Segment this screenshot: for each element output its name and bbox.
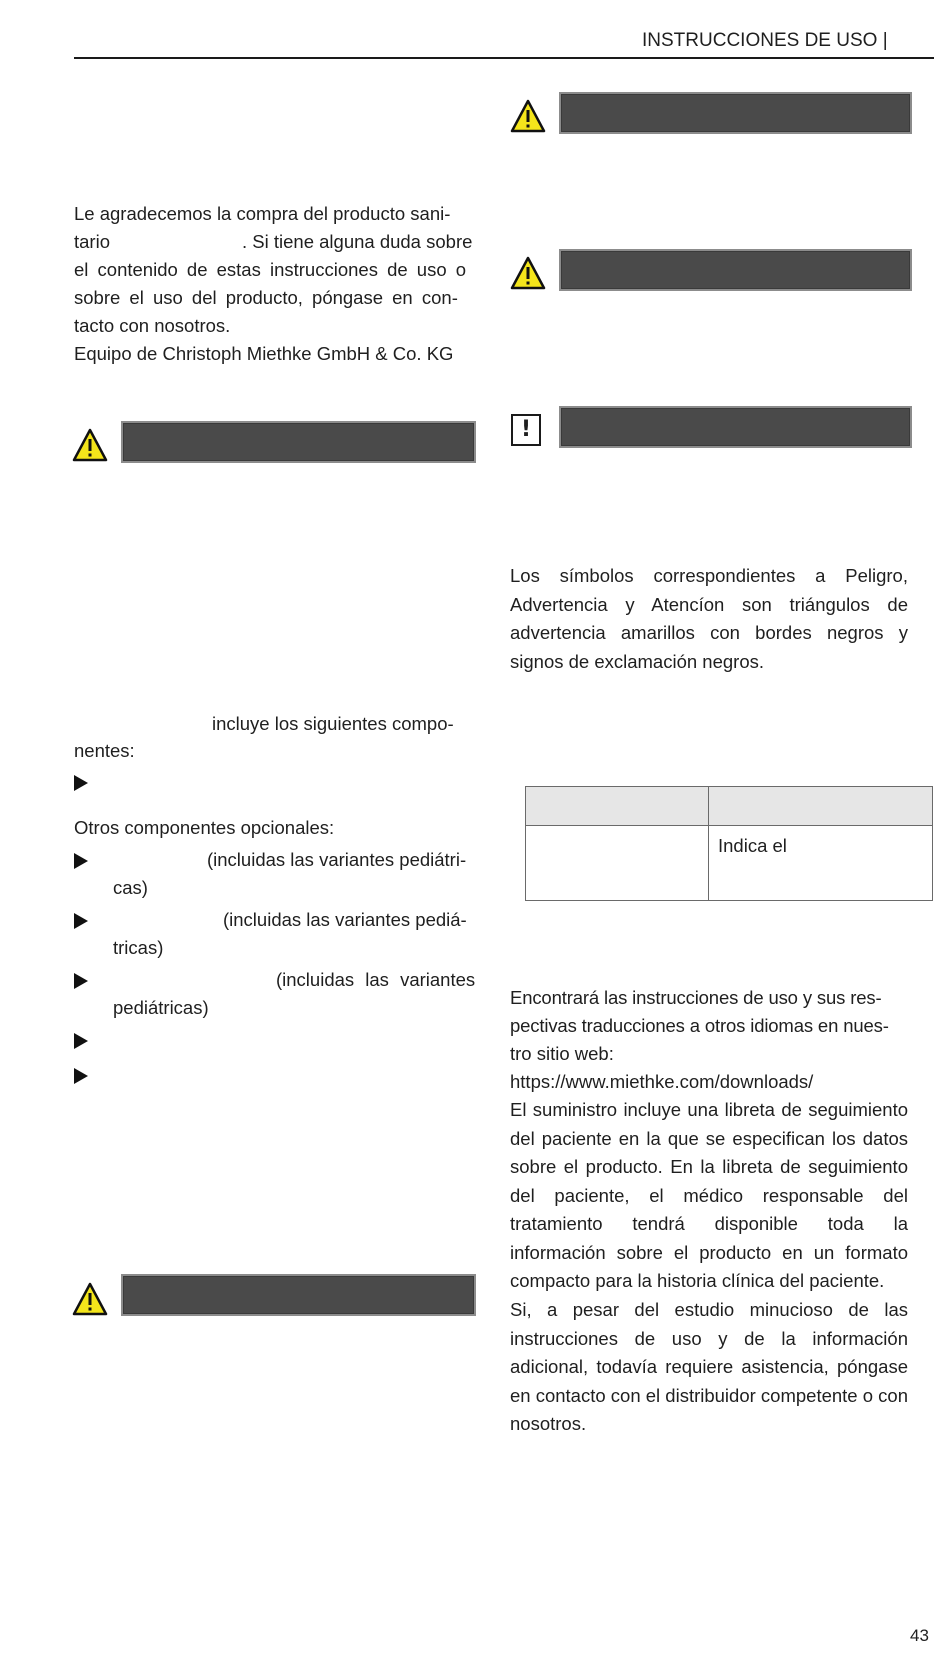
includes-text-cont: nentes: bbox=[74, 740, 135, 761]
warning-triangle-icon bbox=[510, 256, 546, 290]
triangle-bullet-icon bbox=[74, 1033, 88, 1049]
thanks-line-2b: . Si tiene alguna duda sobre bbox=[242, 231, 473, 252]
includes-text: incluye los siguientes compo- bbox=[212, 713, 454, 734]
table-cell: Indica el bbox=[709, 826, 933, 901]
triangle-bullet-icon bbox=[74, 913, 88, 929]
signature-line: Equipo de Christoph Miethke GmbH & Co. KG bbox=[74, 343, 454, 364]
warning-triangle-icon bbox=[72, 428, 108, 462]
table-header-cell bbox=[709, 787, 933, 826]
table-header-cell bbox=[526, 787, 709, 826]
docs-line-2: pectivas traducciones a otros idiomas en nues- bbox=[510, 1015, 889, 1036]
thanks-line-5: tacto con nosotros. bbox=[74, 315, 231, 336]
thanks-line-3: el contenido de estas instrucciones de uso o bbox=[74, 259, 467, 280]
exclamation-box-icon: ! bbox=[511, 414, 541, 446]
thanks-line-1: Le agradecemos la compra del producto sani- bbox=[74, 203, 451, 224]
thanks-line-4: sobre el uso del producto, póngase en con- bbox=[74, 287, 458, 308]
symbols-paragraph: Los símbolos correspondientes a Peligro, Advertencia y Atencíon son triángulos de advertencia amarillos con bordes negros y signos de exclamación negros. bbox=[510, 565, 908, 672]
warning-triangle-icon bbox=[510, 99, 546, 133]
warning-heading-bar bbox=[121, 421, 476, 463]
table-header-row bbox=[526, 787, 933, 826]
attention-heading-bar bbox=[559, 406, 912, 448]
optional-item-3: (incluidas las variantes bbox=[276, 969, 476, 990]
page-number: 43 bbox=[910, 1626, 929, 1645]
table-cell bbox=[526, 826, 709, 901]
triangle-bullet-icon bbox=[74, 853, 88, 869]
downloads-url: https://www.miethke.com/downloads/ bbox=[510, 1071, 814, 1092]
warning-heading-bar bbox=[559, 249, 912, 291]
optional-item-1-cont: cas) bbox=[113, 877, 148, 898]
table-row bbox=[526, 826, 933, 901]
optional-item-2-cont: tricas) bbox=[113, 937, 164, 958]
docs-line-3: tro sitio web: bbox=[510, 1043, 614, 1064]
running-header: INSTRUCCIONES DE USO | bbox=[642, 30, 888, 51]
triangle-bullet-icon bbox=[74, 1068, 88, 1084]
optional-heading: Otros componentes opcionales: bbox=[74, 817, 335, 838]
danger-heading-bar bbox=[559, 92, 912, 134]
symbols-table bbox=[525, 786, 933, 901]
thanks-line-2a: tario bbox=[74, 231, 110, 252]
header-rule bbox=[74, 57, 934, 59]
optional-item-3-cont: pediátricas) bbox=[113, 997, 209, 1018]
triangle-bullet-icon bbox=[74, 775, 88, 791]
optional-item-2: (incluidas las variantes pediá- bbox=[223, 909, 467, 930]
optional-item-1: (incluidas las variantes pediátri- bbox=[207, 849, 467, 870]
warning-heading-bar bbox=[121, 1274, 476, 1316]
assistance-paragraph: Si, a pesar del estudio minucioso de las instrucciones de uso y de la información adicional, todavía requiere asistencia, póngase en contacto con el distribuidor competente o con nosotros. bbox=[510, 1299, 908, 1434]
warning-triangle-icon bbox=[72, 1282, 108, 1316]
supply-paragraph: El suministro incluye una libreta de seguimiento del paciente en la que se especifican los datos sobre el producto. En la libreta de seguimiento del paciente, el médico responsable del tratamiento tendrá disponible toda la información sobre el producto en un formato compacto para la historia clínica del paciente. bbox=[510, 1099, 908, 1291]
docs-line-1: Encontrará las instrucciones de uso y sus res- bbox=[510, 987, 882, 1008]
triangle-bullet-icon bbox=[74, 973, 88, 989]
